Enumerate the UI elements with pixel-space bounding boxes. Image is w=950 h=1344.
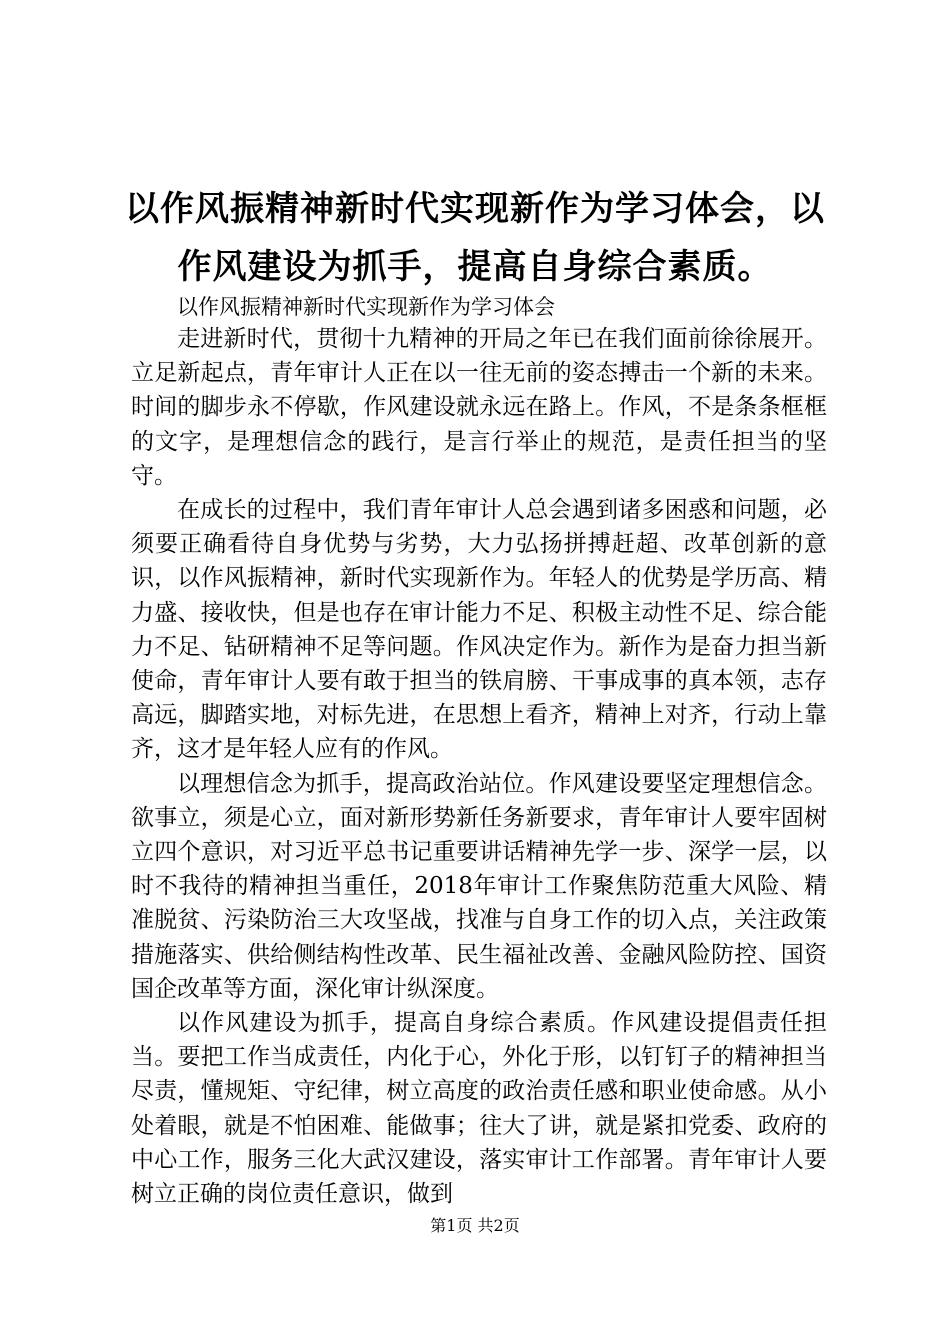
- title-line-2: 作风建设为抓手，提高自身综合素质。: [177, 247, 773, 287]
- document-title: [120, 180, 830, 296]
- paragraph-4: 以作风建设为抓手，提高自身综合素质。作风建设提倡责任担当。要把工作当成责任，内化于心，外化于形，以钉钉子的精神担当尽责，懂规矩、守纪律，树立高度的政治责任感和职业使命感。从小处着眼，就是不怕困难、能做事；往大了讲，就是紧扣党委、政府的中心工作，服务三化大武汉建设，落实审计工作部署。青年审计人要树立正确的岗位责任意识，做到: [131, 1010, 827, 1208]
- document-body: [131, 296, 827, 1211]
- document-subtitle: 以作风振精神新时代实现新作为学习体会: [177, 295, 555, 319]
- paragraph-3: 以理想信念为抓手，提高政治站位。作风建设要坚定理想信念。欲事立，须是心立，面对新形势新任务新要求，青年审计人要牢固树立四个意识，对习近平总书记重要讲话精神先学一步、深学一层，以时不我待的精神担当重任，2018年审计工作聚焦防范重大风险、精准脱贫、污染防治三大攻坚战，找准与自身工作的切入点，关注政策措施落实、供给侧结构性改革、民生福祉改善、金融风险防控、国资国企改革等方面，深化审计纵深度。: [131, 770, 827, 1002]
- paragraph-2: 在成长的过程中，我们青年审计人总会遇到诸多困惑和问题，必须要正确看待自身优势与劣势，大力弘扬拼搏赶超、改革创新的意识，以作风振精神，新时代实现新作为。年轻人的优势是学历高、精力盛、接收快，但是也存在审计能力不足、积极主动性不足、综合能力不足、钻研精神不足等问题。作风决定作为。新作为是奋力担当新使命，青年审计人要有敢于担当的铁肩膀、干事成事的真本领，志存高远，脚踏实地，对标先进，在思想上看齐，精神上对齐，行动上靠齐，这才是年轻人应有的作风。: [131, 497, 827, 763]
- page-number-footer: 第1页 共2页: [430, 1216, 520, 1235]
- title-line-1: 以作风振精神新时代实现新作为学习体会，以: [125, 189, 825, 229]
- paragraph-1: 走进新时代，贯彻十九精神的开局之年已在我们面前徐徐展开。立足新起点，青年审计人正在以一往无前的姿态搏击一个新的未来。时间的脚步永不停歇，作风建设就永远在路上。作风，不是条条框框的文字，是理想信念的践行，是言行举止的规范，是责任担当的坚守。: [131, 326, 827, 489]
